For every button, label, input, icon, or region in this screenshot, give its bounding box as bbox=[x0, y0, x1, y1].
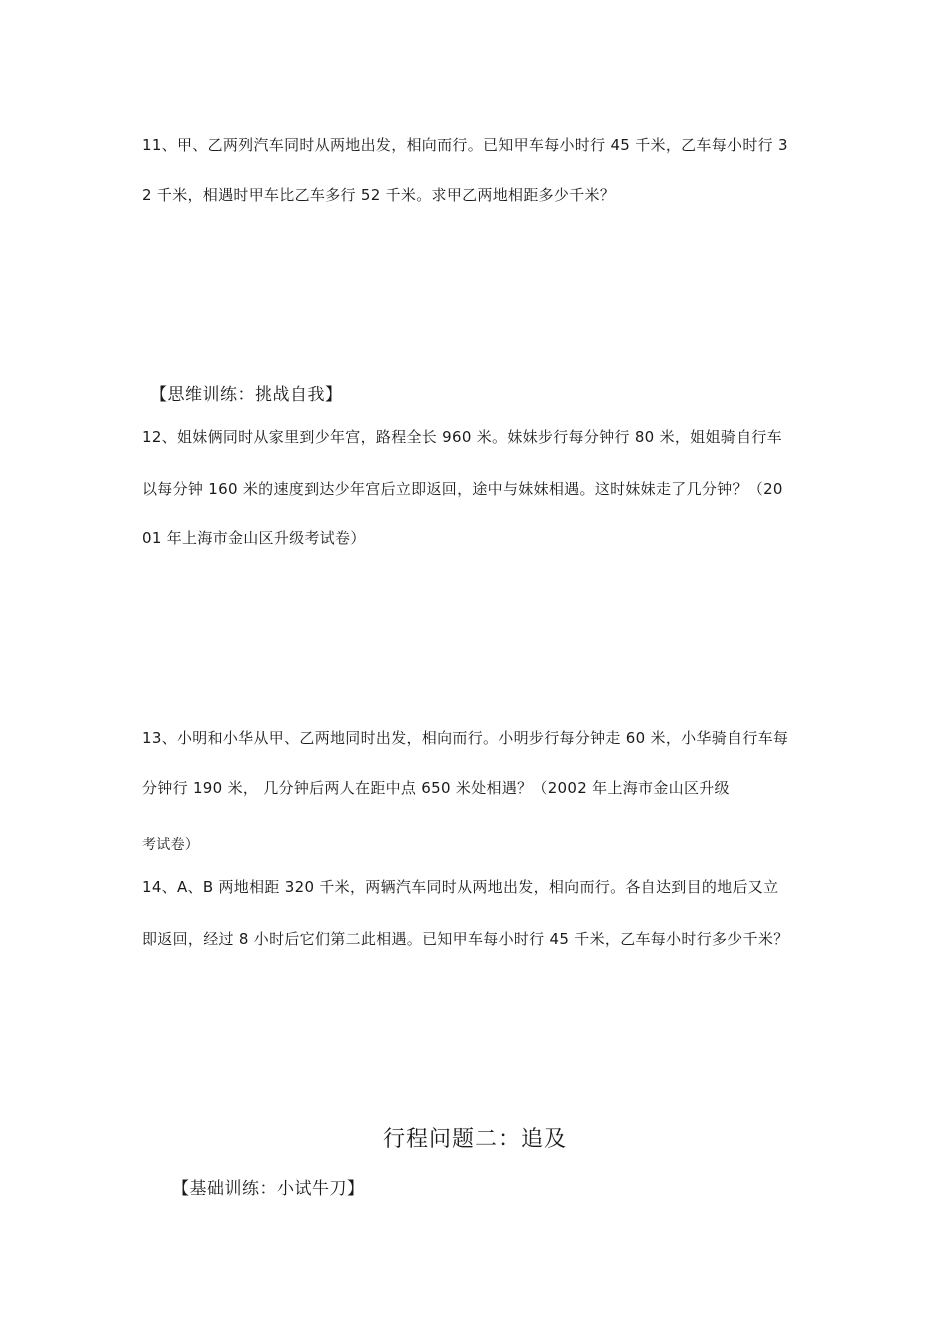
section-heading-basic: 【基础训练：小试牛刀】 bbox=[172, 1179, 365, 1199]
problem-11-line-2: 2 千米，相遇时甲车比乙车多行 52 千米。求甲乙两地相距多少千米？ bbox=[142, 186, 616, 204]
problem-14-line-1: 14、A、B 两地相距 320 千米，两辆汽车同时从两地出发，相向而行。各自达到目的地后又立 bbox=[142, 878, 779, 896]
problem-13-line-1: 13、小明和小华从甲、乙两地同时出发，相向而行。小明步行每分钟走 60 米，小华骑自行车每 bbox=[142, 729, 789, 747]
problem-11-line-1: 11、甲、乙两列汽车同时从两地出发，相向而行。已知甲车每小时行 45 千米，乙车每小时行 3 bbox=[142, 136, 788, 154]
problem-12-line-1: 12、姐妹俩同时从家里到少年宫，路程全长 960 米。妹妹步行每分钟行 80 米，姐姐骑自行车 bbox=[142, 428, 782, 446]
problem-12-line-3: 01 年上海市金山区升级考试卷） bbox=[142, 529, 366, 547]
problem-14-line-2: 即返回，经过 8 小时后它们第二此相遇。已知甲车每小时行 45 千米，乙车每小时行多少千米？ bbox=[142, 930, 789, 948]
problem-13-line-3: 考试卷） bbox=[142, 837, 200, 853]
chapter-title: 行程问题二：追及 bbox=[382, 1127, 567, 1152]
problem-12-line-2: 以每分钟 160 米的速度到达少年宫后立即返回，途中与妹妹相遇。这时妹妹走了几分钟？（20 bbox=[142, 480, 783, 498]
section-heading-thinking: 【思维训练：挑战自我】 bbox=[150, 385, 343, 405]
problem-13-line-2: 分钟行 190 米， 几分钟后两人在距中点 650 米处相遇？（2002 年上海市金山区升级 bbox=[142, 779, 730, 797]
